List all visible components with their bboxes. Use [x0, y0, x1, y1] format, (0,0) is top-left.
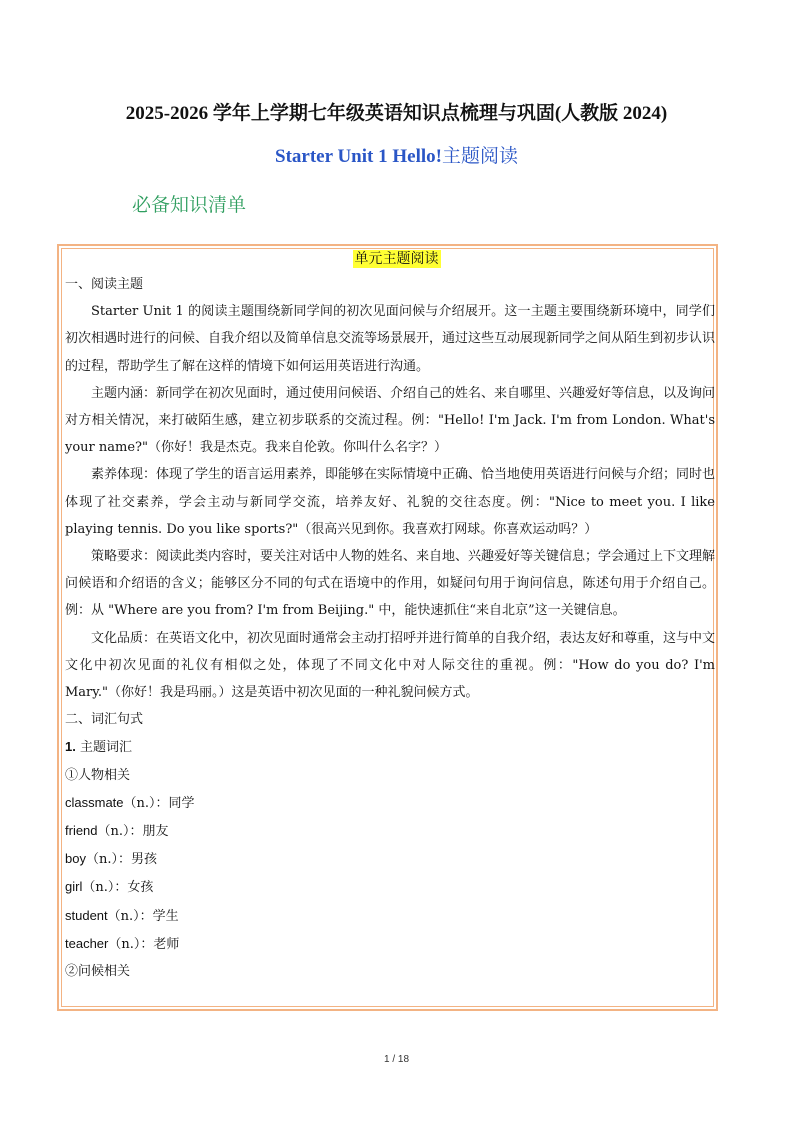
- culture-paragraph: 文化品质：在英语文化中，初次见面时通常会主动打招呼并进行简单的自我介绍，表达友好和尊重，这与中文文化中初次见面的礼仪有相似之处，体现了不同文化中对人际交往的重视。例："How do you do? I'm Mary."（你好！我是玛丽。）这是英语中初次见面的一种礼貌问候方式。: [65, 630, 716, 701]
- part2-heading: 二、词汇句式: [65, 712, 144, 728]
- vocab-item: classmate（n.）：同学: [65, 794, 195, 811]
- strategy-paragraph: 策略要求：阅读此类内容时，要关注对话中人物的姓名、来自地、兴趣爱好等关键信息；学会通过上下文理解问候语和介绍语的含义；能够区分不同的句式在语境中的作用，如疑问句用于询问信息，陈述句用于介绍自己。例：从 "Where are you from? I'm from Beijing." 中，能快速抓住“来自北京”这一关键信息。: [65, 549, 716, 619]
- theme-paragraph: 主题内涵：新同学在初次见面时，通过使用问候语、介绍自己的姓名、来自哪里、兴趣爱好等信息，以及询问对方相关情况，来打破陌生感，建立初步联系的交流过程。例："Hello! I'm Jack. I'm from London. What's your name?"（你好！我是杰克。我来自伦敦。你叫什么名字？）: [65, 385, 716, 456]
- vocab-heading: 1. 主题词汇: [65, 739, 132, 756]
- literacy-paragraph: 素养体现：体现了学生的语言运用素养，即能够在实际情境中正确、恰当地使用英语进行问候与介绍；同时也体现了社交素养，学会主动与新同学交流，培养友好、礼貌的交往态度。例："Nice to meet you. I like playing tennis. Do you like sports?"（很高兴见到你。我喜欢打网球。你喜欢运动吗？）: [65, 467, 716, 537]
- document-subtitle: [0, 141, 793, 168]
- vocab-item: boy（n.）：男孩: [65, 851, 157, 868]
- people-heading: ①人物相关: [65, 767, 131, 783]
- vocab-item: student（n.）：学生: [65, 907, 179, 924]
- box-title: 单元主题阅读: [354, 251, 439, 267]
- part1-heading: 一、阅读主题: [65, 277, 144, 292]
- box-content: [65, 271, 715, 985]
- subtitle-chinese: 主题阅读: [441, 145, 518, 167]
- vocab-item: teacher（n.）：老师: [65, 935, 180, 952]
- vocab-item: friend（n.）：朋友: [65, 823, 169, 840]
- document-title: 2025-2026 学年上学期七年级英语知识点梳理与巩固(人教版 2024): [125, 103, 668, 124]
- vocab-item: girl（n.）：女孩: [65, 879, 154, 896]
- page-number: 1 / 18: [383, 1054, 410, 1065]
- greeting-heading: ②问候相关: [65, 964, 131, 980]
- intro-paragraph: Starter Unit 1 的阅读主题围绕新同学间的初次见面问候与介绍展开。这一主题主要围绕新环境中，同学们初次相遇时进行的问候、自我介绍以及简单信息交流等场景展开，通过这些互动展现新同学之间从陌生到初步认识的过程，帮助学生了解在这样的情境下如何运用英语进行沟通。: [65, 304, 716, 374]
- subtitle-english: Starter Unit 1 Hello!: [275, 146, 442, 167]
- section-heading: 必备知识清单: [132, 194, 247, 216]
